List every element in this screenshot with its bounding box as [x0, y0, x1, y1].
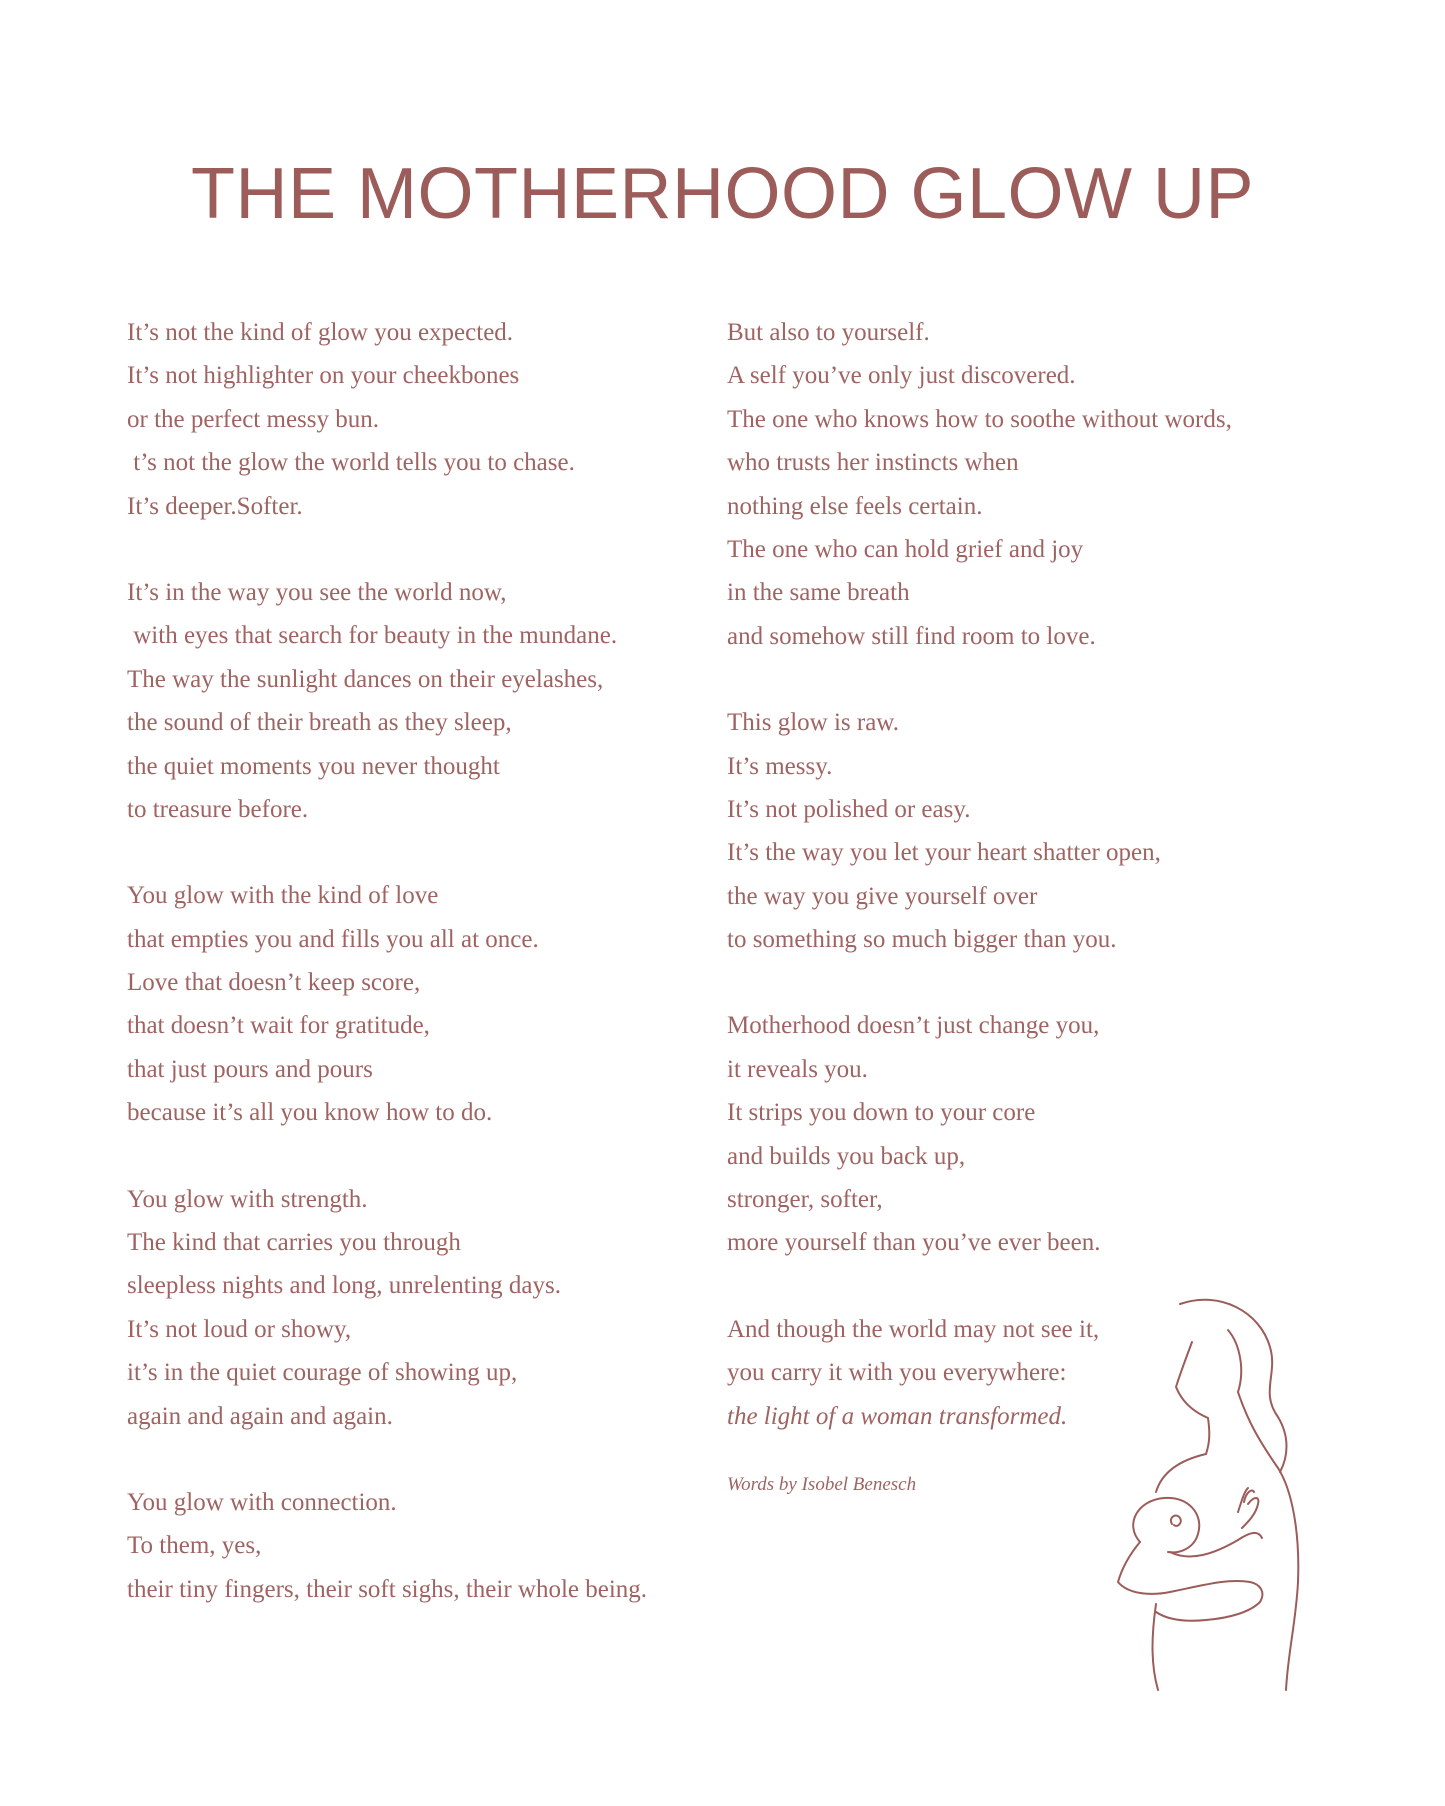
mother-holding-baby-illustration — [1110, 1292, 1350, 1692]
poem-line: Love that doesn’t keep score, — [127, 969, 421, 997]
poem-line: The kind that carries you through — [127, 1229, 461, 1257]
closing-line: the light of a woman transformed. — [727, 1402, 1068, 1430]
poem-line: to treasure before. — [127, 795, 309, 823]
poem-line: the sound of their breath as they sleep, — [127, 709, 512, 737]
poem-line: sleepless nights and long, unrelenting days. — [127, 1272, 561, 1300]
poem-line: To them, yes, — [127, 1532, 262, 1560]
head-back-line — [1228, 1330, 1241, 1392]
poem-line: It’s not the kind of glow you expected. — [127, 319, 514, 346]
baby-hand — [1238, 1488, 1258, 1528]
cradling-arm — [1118, 1542, 1262, 1620]
poem-line: it reveals you. — [727, 1055, 868, 1083]
poem-line: And though the world may not see it, — [727, 1315, 1100, 1343]
poem-line: It’s in the way you see the world now, — [127, 578, 507, 606]
poem-line: that just pours and pours — [127, 1055, 373, 1083]
poem-line: It’s not polished or easy. — [727, 795, 971, 823]
baby-head — [1133, 1498, 1199, 1553]
poem-line: more yourself than you’ve ever been. — [727, 1229, 1101, 1257]
poem-line: It’s not loud or showy, — [127, 1315, 352, 1343]
poem-line: This glow is raw. — [727, 709, 899, 737]
poem-line: and somehow still find room to love. — [727, 622, 1096, 650]
stanza — [127, 311, 717, 528]
poem-line: You glow with connection. — [127, 1488, 397, 1516]
poem-line: The one who can hold grief and joy — [727, 535, 1084, 563]
face-line — [1176, 1342, 1208, 1418]
baby-ear — [1171, 1516, 1181, 1526]
poem-line: the way you give yourself over — [727, 882, 1038, 910]
poem-line: You glow with the kind of love — [127, 882, 439, 910]
poem-line: that doesn’t wait for gratitude, — [127, 1012, 430, 1040]
back-line — [1238, 1392, 1298, 1690]
shoulder-line — [1156, 1454, 1206, 1492]
poem-line: again and again and again. — [127, 1402, 393, 1430]
poem-line: It’s messy. — [727, 752, 833, 780]
left-column — [127, 311, 717, 1654]
poem-line: because it’s all you know how to do. — [127, 1099, 493, 1127]
poem-line: with eyes that search for beauty in the mundane. — [127, 622, 618, 650]
poem-line: you carry it with you everywhere: — [727, 1359, 1067, 1387]
stanza — [727, 701, 1287, 961]
hip-line — [1156, 1612, 1206, 1621]
stanza — [127, 874, 717, 1134]
poem-line: t’s not the glow the world tells you to chase. — [127, 449, 575, 477]
poem-title: THE MOTHERHOOD GLOW UP — [190, 154, 1254, 234]
poem-line: stronger, softer, — [727, 1186, 883, 1214]
poem-line: It’s deeper.Softer. — [127, 492, 303, 520]
poem-line: You glow with strength. — [127, 1185, 368, 1213]
stanza — [127, 1178, 717, 1438]
forearm-line — [1170, 1533, 1262, 1557]
poem-line: it’s in the quiet courage of showing up, — [127, 1359, 518, 1387]
poem-line: It’s not highlighter on your cheekbones — [127, 362, 520, 390]
stanza — [127, 1481, 717, 1611]
poem-line: But also to yourself. — [727, 319, 930, 346]
poem-line: who trusts her instincts when — [727, 449, 1019, 477]
stanza — [727, 1004, 1287, 1264]
hair-line — [1180, 1300, 1287, 1472]
poem-line: The one who knows how to soothe without words, — [727, 405, 1232, 433]
poem-line: the quiet moments you never thought — [127, 752, 500, 780]
poem-line: It strips you down to your core — [727, 1099, 1036, 1127]
poem-line: and builds you back up, — [727, 1142, 966, 1170]
poem-line: or the perfect messy bun. — [127, 405, 380, 433]
poem-line: nothing else feels certain. — [727, 492, 983, 520]
poem-line: It’s the way you let your heart shatter open, — [727, 839, 1161, 867]
poem-line: to something so much bigger than you. — [727, 926, 1117, 954]
poem-line: A self you’ve only just discovered. — [727, 362, 1076, 390]
poem-line: in the same breath — [727, 579, 910, 607]
torso-line — [1153, 1604, 1159, 1690]
poem-line: The way the sunlight dances on their eyelashes, — [127, 665, 604, 693]
stanza — [727, 311, 1287, 658]
stanza — [127, 571, 717, 831]
poem-line: their tiny fingers, their soft sighs, their whole being. — [127, 1575, 648, 1603]
poem-line: Motherhood doesn’t just change you, — [727, 1012, 1100, 1040]
neck-line — [1206, 1418, 1209, 1454]
author-credit: Words by Isobel Benesch — [727, 1473, 917, 1495]
poem-line: that empties you and fills you all at once. — [127, 925, 539, 953]
